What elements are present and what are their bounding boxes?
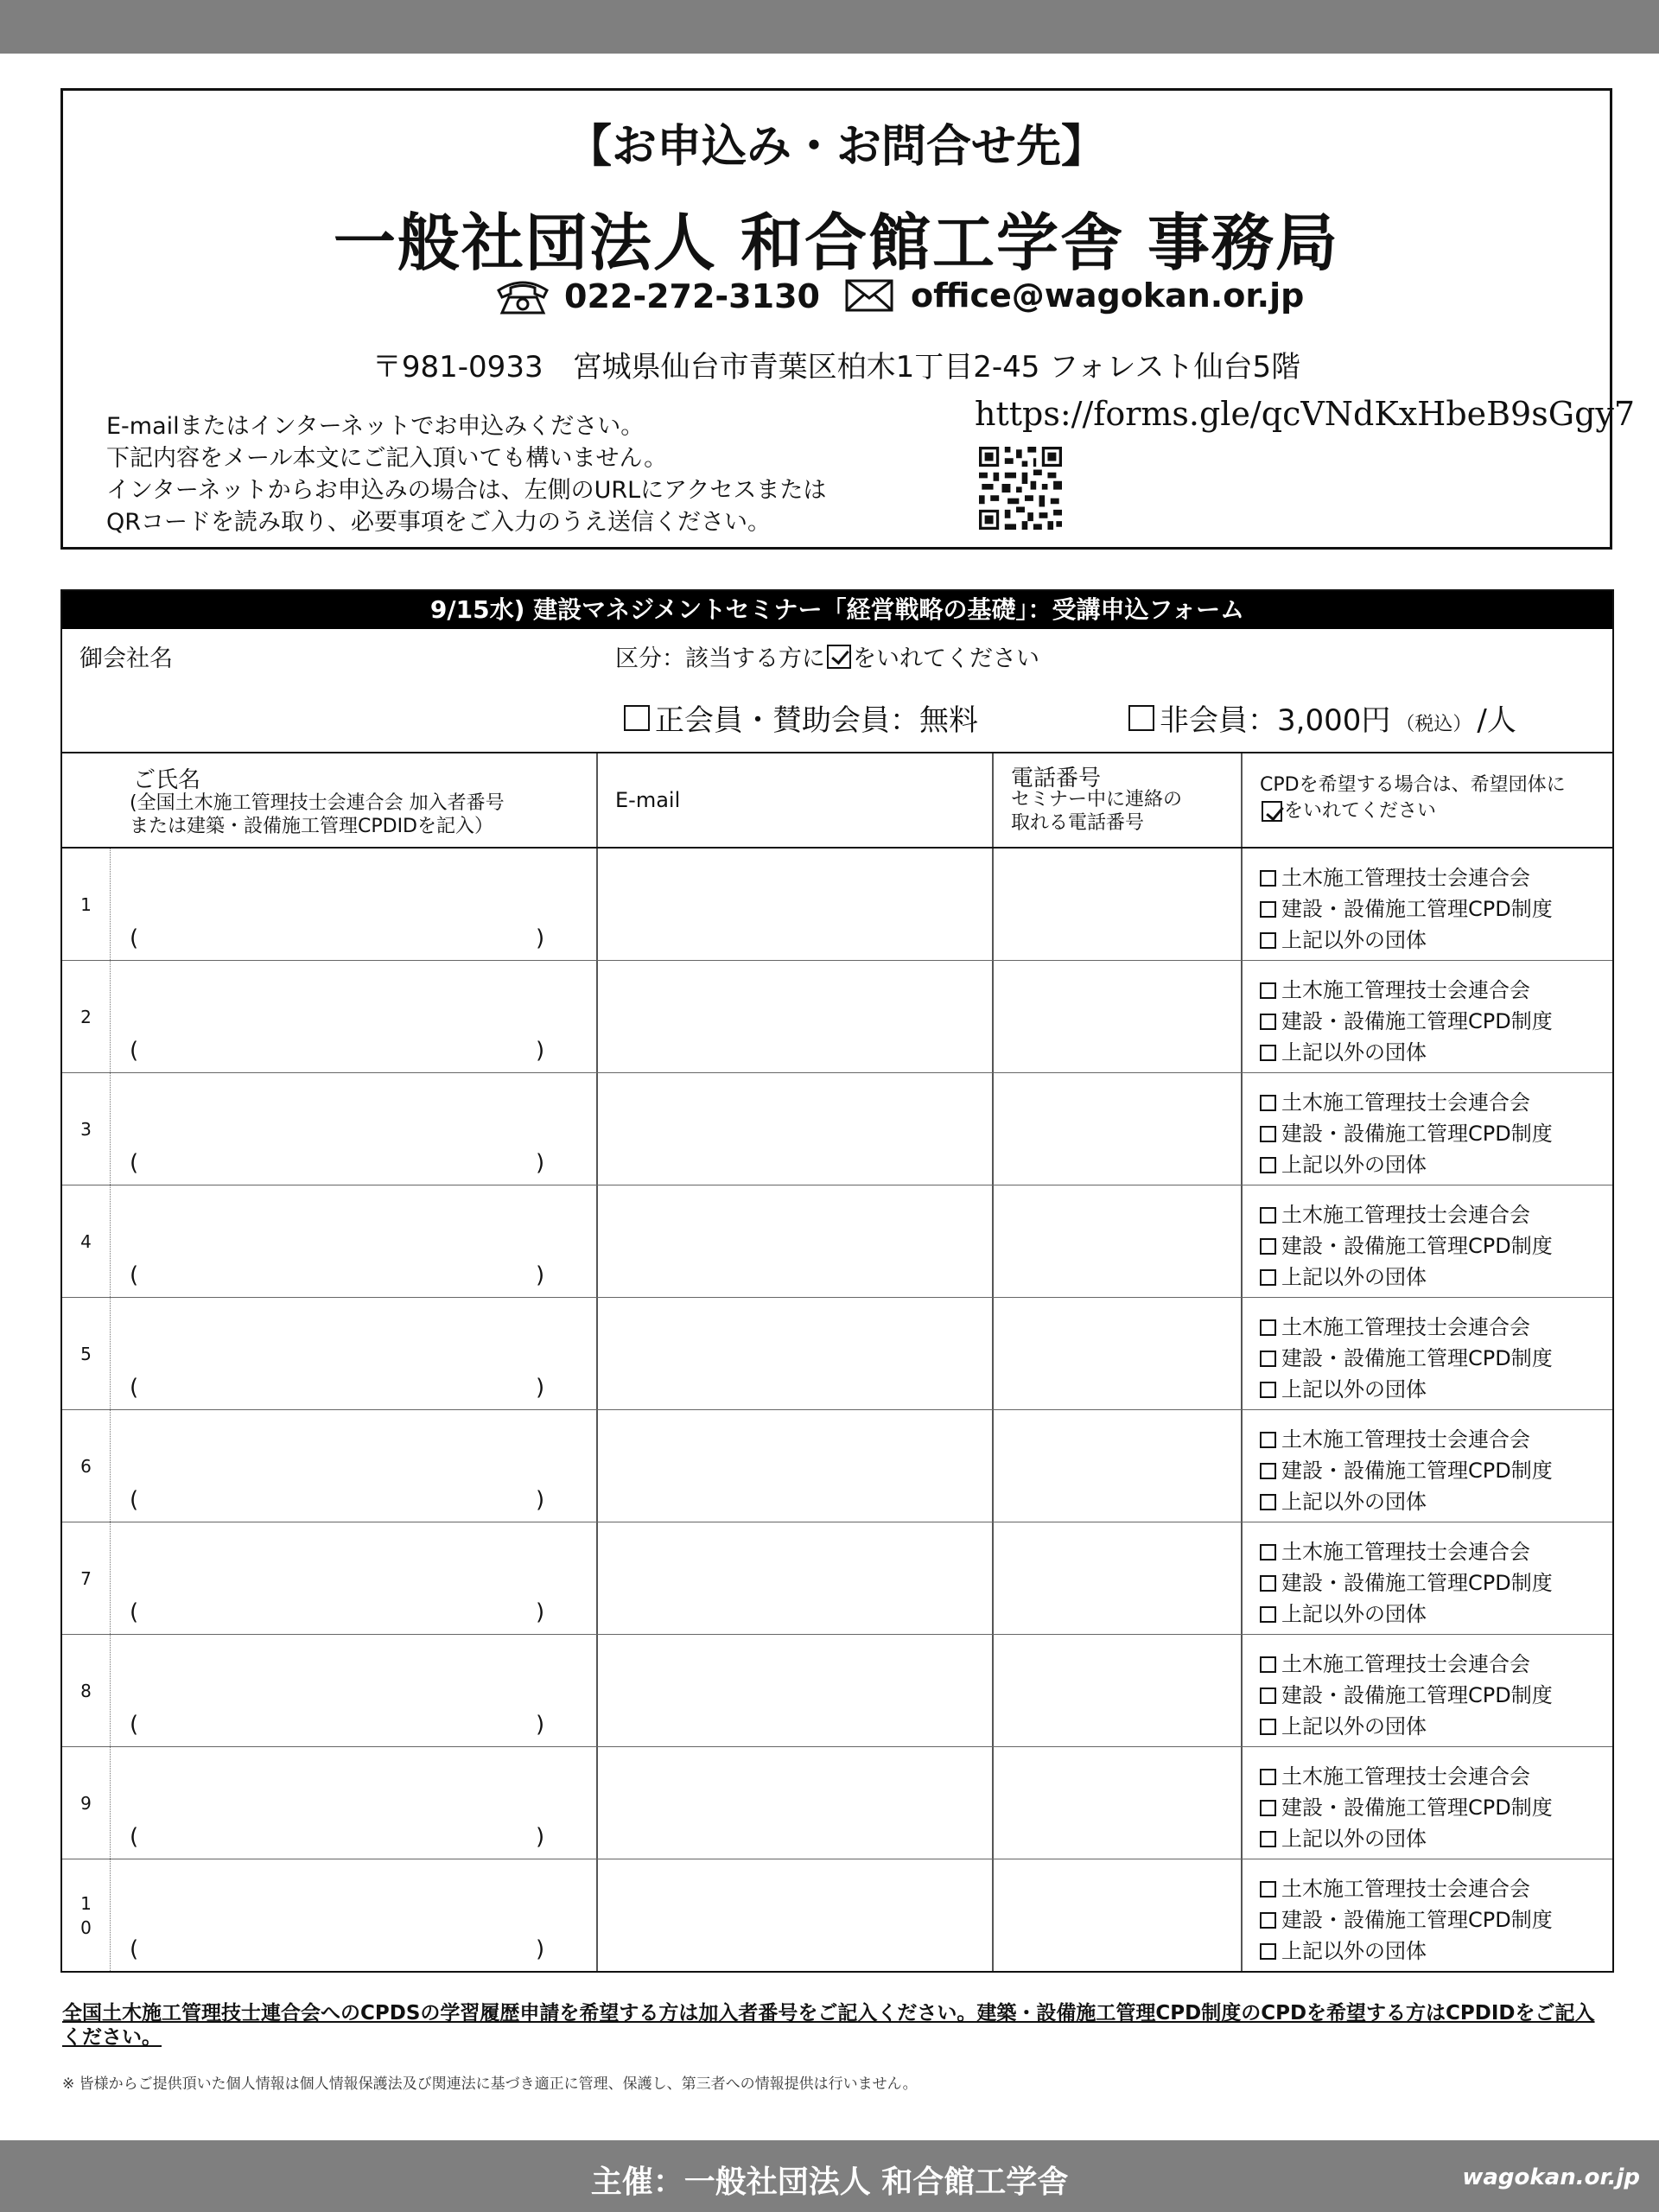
note-line: インターネットからお申込みの場合は、左側のURLにアクセスまたは bbox=[106, 477, 827, 504]
paren-open: ( bbox=[130, 1936, 139, 1962]
paren-open: ( bbox=[130, 1262, 139, 1288]
cpd-option[interactable] bbox=[1260, 1567, 1553, 1599]
paren-open: ( bbox=[130, 1150, 139, 1176]
checkbox-icon[interactable] bbox=[1260, 1656, 1276, 1673]
checkbox-icon[interactable] bbox=[1260, 1831, 1276, 1847]
company-name-label: 御会社名 bbox=[79, 645, 173, 672]
checkbox-icon[interactable] bbox=[1260, 932, 1276, 949]
table-row bbox=[62, 849, 1612, 961]
cpd-option[interactable] bbox=[1260, 1262, 1553, 1293]
tel-header bbox=[994, 753, 1243, 847]
cpd-option[interactable] bbox=[1260, 1006, 1553, 1037]
name-header-sub bbox=[130, 791, 505, 838]
cpd-option-label: 土木施工管理技士会連合会 bbox=[1281, 1203, 1530, 1227]
email-line bbox=[845, 276, 1304, 315]
paren-open: ( bbox=[130, 1599, 139, 1625]
cpd-option-label: 建設・設備施工管理CPD制度 bbox=[1281, 1009, 1553, 1033]
cpd-option-label: 上記以外の団体 bbox=[1281, 1153, 1427, 1177]
cpd-cell bbox=[1243, 961, 1612, 1072]
cpd-cell bbox=[1243, 1185, 1612, 1297]
checkbox-icon[interactable] bbox=[1260, 1014, 1276, 1030]
email-cell[interactable] bbox=[598, 1635, 994, 1746]
cpd-option[interactable] bbox=[1260, 1343, 1553, 1374]
cpd-option-label: 上記以外の団体 bbox=[1281, 1377, 1427, 1402]
name-cell[interactable] bbox=[62, 1747, 598, 1859]
row-number: 1 0 bbox=[62, 1859, 111, 1971]
member-option-label: 正会員・賛助会員：無料 bbox=[655, 703, 978, 738]
cpd-options bbox=[1260, 1536, 1553, 1630]
checked-box-icon bbox=[827, 645, 851, 669]
checkbox-icon[interactable] bbox=[1260, 1045, 1276, 1061]
name-cell[interactable] bbox=[62, 1185, 598, 1297]
checkbox-icon[interactable] bbox=[1128, 705, 1154, 731]
cpd-options bbox=[1260, 862, 1553, 956]
tel-cell[interactable] bbox=[994, 1298, 1243, 1409]
email-cell[interactable] bbox=[598, 1298, 994, 1409]
name-cell[interactable] bbox=[62, 1073, 598, 1185]
cpd-cell bbox=[1243, 849, 1612, 960]
paren-open: ( bbox=[130, 1487, 139, 1513]
cpd-cell bbox=[1243, 1747, 1612, 1859]
row-number: 3 bbox=[62, 1073, 111, 1185]
name-header-title: ご氏名 bbox=[133, 767, 201, 793]
table-row bbox=[62, 1859, 1612, 1971]
form-title: 9/15水) 建設マネジメントセミナー「経営戦略の基礎」：受講申込フォーム bbox=[62, 591, 1612, 629]
tel-header-sub bbox=[1011, 788, 1182, 835]
email-header-title: E-mail bbox=[615, 788, 681, 812]
paren-close: ) bbox=[536, 1038, 545, 1064]
cpd-cell bbox=[1243, 1410, 1612, 1522]
name-cell[interactable] bbox=[62, 1298, 598, 1409]
name-header-sub-line: または建築・設備施工管理CPDIDを記入） bbox=[130, 816, 493, 837]
row-number: 5 bbox=[62, 1298, 111, 1409]
checkbox-icon[interactable] bbox=[1260, 1494, 1276, 1510]
checkbox-icon[interactable] bbox=[1260, 1382, 1276, 1398]
table-row bbox=[62, 1298, 1612, 1410]
name-cell[interactable] bbox=[62, 1522, 598, 1634]
tel-cell[interactable] bbox=[994, 1635, 1243, 1746]
checkbox-icon[interactable] bbox=[1260, 1688, 1276, 1704]
checkbox-icon[interactable] bbox=[1260, 1719, 1276, 1735]
tel-cell[interactable] bbox=[994, 961, 1243, 1072]
table-row bbox=[62, 961, 1612, 1073]
checkbox-icon[interactable] bbox=[1260, 1544, 1276, 1560]
email-header bbox=[598, 753, 994, 847]
table-row bbox=[62, 1747, 1612, 1859]
checkbox-icon[interactable] bbox=[1260, 1095, 1276, 1111]
cpd-option-label: 土木施工管理技士会連合会 bbox=[1281, 1877, 1530, 1901]
checkbox-icon[interactable] bbox=[624, 705, 650, 731]
cpd-option-label: 上記以外の団体 bbox=[1281, 1040, 1427, 1065]
cpd-option-label: 上記以外の団体 bbox=[1281, 1602, 1427, 1626]
name-cell[interactable] bbox=[62, 1635, 598, 1746]
member-option[interactable] bbox=[619, 696, 978, 739]
paren-open: ( bbox=[130, 1712, 139, 1738]
name-cell[interactable] bbox=[62, 1859, 598, 1971]
cpd-option[interactable] bbox=[1260, 1904, 1553, 1936]
phone-number: 022-272-3130 bbox=[564, 277, 820, 315]
email-cell[interactable] bbox=[598, 1410, 994, 1522]
checkbox-icon[interactable] bbox=[1260, 1800, 1276, 1816]
cpd-cell bbox=[1243, 1298, 1612, 1409]
organization-name: 一般社団法人 和合館工学舎 事務局 bbox=[333, 207, 1340, 279]
cpd-option[interactable] bbox=[1260, 1599, 1553, 1630]
checkbox-icon[interactable] bbox=[1260, 1269, 1276, 1286]
nonmember-option-label: 非会員：3,000円 bbox=[1160, 703, 1391, 738]
email-cell[interactable] bbox=[598, 1747, 994, 1859]
checkbox-icon[interactable] bbox=[1260, 1126, 1276, 1142]
tel-cell[interactable] bbox=[994, 1747, 1243, 1859]
cpd-option-label: 土木施工管理技士会連合会 bbox=[1281, 866, 1530, 890]
email-cell[interactable] bbox=[598, 1073, 994, 1185]
table-row bbox=[62, 1073, 1612, 1185]
paren-open: ( bbox=[130, 1038, 139, 1064]
cpd-option-label: 建設・設備施工管理CPD制度 bbox=[1281, 1908, 1553, 1932]
row-number: 4 bbox=[62, 1185, 111, 1297]
row-number: 1 bbox=[62, 849, 111, 960]
paren-close: ) bbox=[536, 1375, 545, 1401]
contact-box bbox=[60, 88, 1636, 550]
paren-close: ) bbox=[536, 1487, 545, 1513]
row-number: 7 bbox=[62, 1522, 111, 1634]
cpd-option-label: 上記以外の団体 bbox=[1281, 1265, 1427, 1289]
checkbox-icon[interactable] bbox=[1260, 1575, 1276, 1592]
cpd-option-label: 建設・設備施工管理CPD制度 bbox=[1281, 1122, 1553, 1146]
paren-close: ) bbox=[536, 1262, 545, 1288]
cpd-options bbox=[1260, 975, 1553, 1068]
cpd-option-label: 建設・設備施工管理CPD制度 bbox=[1281, 1571, 1553, 1595]
cpd-options bbox=[1260, 1649, 1553, 1742]
checkbox-icon[interactable] bbox=[1260, 1881, 1276, 1897]
tel-cell[interactable] bbox=[994, 1073, 1243, 1185]
application-form bbox=[60, 589, 1614, 1973]
cpd-header-text bbox=[1260, 772, 1566, 824]
email-cell[interactable] bbox=[598, 1859, 994, 1971]
note-line: 下記内容をメール本文にご記入頂いても構いません。 bbox=[106, 445, 668, 472]
top-bar bbox=[0, 0, 1659, 54]
email-address[interactable]: office@wagokan.or.jp bbox=[911, 276, 1305, 315]
cpd-option[interactable] bbox=[1260, 1936, 1553, 1967]
paren-open: ( bbox=[130, 1824, 139, 1850]
cpd-option[interactable] bbox=[1260, 1118, 1553, 1149]
cpd-option-label: 土木施工管理技士会連合会 bbox=[1281, 1090, 1530, 1115]
cpd-option-label: 建設・設備施工管理CPD制度 bbox=[1281, 897, 1553, 921]
category-instruction bbox=[615, 639, 1039, 673]
name-cell[interactable] bbox=[62, 961, 598, 1072]
mail-icon bbox=[845, 279, 893, 312]
cpd-option-label: 上記以外の団体 bbox=[1281, 1714, 1427, 1738]
footer-url[interactable]: wagokan.or.jp bbox=[1462, 2164, 1640, 2190]
cpd-option-label: 土木施工管理技士会連合会 bbox=[1281, 1764, 1530, 1789]
checkbox-icon[interactable] bbox=[1260, 1238, 1276, 1255]
email-cell[interactable] bbox=[598, 961, 994, 1072]
cpd-option-label: 建設・設備施工管理CPD制度 bbox=[1281, 1796, 1553, 1820]
cpd-options bbox=[1260, 1424, 1553, 1517]
cpd-option-label: 上記以外の団体 bbox=[1281, 1939, 1427, 1963]
table-header bbox=[62, 753, 1612, 849]
cpd-option[interactable] bbox=[1260, 1792, 1553, 1823]
checkbox-icon[interactable] bbox=[1260, 1319, 1276, 1336]
cpd-options bbox=[1260, 1761, 1553, 1854]
applicant-rows bbox=[62, 849, 1612, 1971]
cpd-option[interactable] bbox=[1260, 1711, 1553, 1742]
tel-header-sub-line: 取れる電話番号 bbox=[1011, 812, 1145, 834]
cpd-options bbox=[1260, 1199, 1553, 1293]
cpd-option[interactable] bbox=[1260, 1680, 1553, 1711]
cpd-option[interactable] bbox=[1260, 1455, 1553, 1486]
paren-close: ) bbox=[536, 1712, 545, 1738]
table-row bbox=[62, 1185, 1612, 1298]
phone-icon bbox=[495, 276, 550, 316]
cpd-option-label: 建設・設備施工管理CPD制度 bbox=[1281, 1459, 1553, 1483]
paren-close: ) bbox=[536, 1824, 545, 1850]
table-row bbox=[62, 1522, 1612, 1635]
paren-open: ( bbox=[130, 1375, 139, 1401]
cpd-option[interactable] bbox=[1260, 1873, 1553, 1904]
row-number: 2 bbox=[62, 961, 111, 1072]
cpd-footnote: 全国土木施工管理技士連合会へのCPDSの学習履歴申請を希望する方は加入者番号をご記入ください。建築・設備施工管理CPD制度のCPDを希望する方はCPDIDをご記入ください。 bbox=[62, 2002, 1595, 2049]
tel-cell[interactable] bbox=[994, 1522, 1243, 1634]
form-url-link[interactable]: https://forms.gle/qcVNdKxHbeB9sGgy7 bbox=[975, 395, 1636, 433]
name-cell[interactable] bbox=[62, 1410, 598, 1522]
note-line: E-mailまたはインターネットでお申込みください。 bbox=[106, 413, 645, 440]
privacy-notice: ※ 皆様からご提供頂いた個人情報は個人情報保護法及び関連法に基づき適正に管理、保護し、第三者への情報提供は行いません。 bbox=[62, 2075, 918, 2093]
checkbox-icon[interactable] bbox=[1260, 870, 1276, 887]
cpd-header bbox=[1243, 753, 1612, 847]
cpd-options bbox=[1260, 1873, 1553, 1967]
email-cell[interactable] bbox=[598, 1522, 994, 1634]
paren-open: ( bbox=[130, 925, 139, 951]
tel-cell[interactable] bbox=[994, 849, 1243, 960]
checkbox-icon[interactable] bbox=[1260, 982, 1276, 999]
row-number: 6 bbox=[62, 1410, 111, 1522]
cpd-options bbox=[1260, 1087, 1553, 1180]
cpd-option[interactable] bbox=[1260, 1037, 1553, 1068]
name-cell[interactable] bbox=[62, 849, 598, 960]
paren-close: ) bbox=[536, 1599, 545, 1625]
cpd-option-label: 土木施工管理技士会連合会 bbox=[1281, 1427, 1530, 1452]
checkbox-icon[interactable] bbox=[1260, 1432, 1276, 1448]
category-suffix: をいれてください bbox=[853, 645, 1039, 672]
cpd-option-label: 土木施工管理技士会連合会 bbox=[1281, 1315, 1530, 1339]
cpd-option[interactable] bbox=[1260, 1649, 1553, 1680]
email-cell[interactable] bbox=[598, 849, 994, 960]
cpd-option-label: 土木施工管理技士会連合会 bbox=[1281, 1540, 1530, 1564]
row-number: 8 bbox=[62, 1635, 111, 1746]
application-instructions bbox=[106, 410, 826, 538]
cpd-option[interactable] bbox=[1260, 1149, 1553, 1180]
cpd-option-label: 上記以外の団体 bbox=[1281, 1490, 1427, 1514]
cpd-option[interactable] bbox=[1260, 893, 1553, 925]
cpd-option[interactable] bbox=[1260, 1087, 1553, 1118]
cpd-option[interactable] bbox=[1260, 1486, 1553, 1517]
cpd-option-label: 上記以外の団体 bbox=[1281, 928, 1427, 952]
paren-close: ) bbox=[536, 1150, 545, 1176]
cpd-option[interactable] bbox=[1260, 1536, 1553, 1567]
footer-bar bbox=[0, 2140, 1659, 2212]
tel-cell[interactable] bbox=[994, 1410, 1243, 1522]
postal-address: 〒981-0933 宮城県仙台市青葉区柏木1丁目2-45 フォレスト仙台5階 bbox=[372, 350, 1301, 385]
name-header bbox=[62, 753, 598, 847]
cpd-option[interactable] bbox=[1260, 1823, 1553, 1854]
cpd-cell bbox=[1243, 1073, 1612, 1185]
paren-close: ) bbox=[536, 1936, 545, 1962]
cpd-option-label: 上記以外の団体 bbox=[1281, 1827, 1427, 1851]
contact-heading: 【お申込み・お問合せ先】 bbox=[566, 121, 1106, 173]
checkbox-icon[interactable] bbox=[1260, 1207, 1276, 1224]
phone-line bbox=[495, 276, 820, 316]
cpd-header-line bbox=[1260, 798, 1566, 824]
table-row bbox=[62, 1410, 1612, 1522]
cpd-option[interactable] bbox=[1260, 1230, 1553, 1262]
cpd-cell bbox=[1243, 1522, 1612, 1634]
cpd-option[interactable] bbox=[1260, 925, 1553, 956]
cpd-option[interactable] bbox=[1260, 1374, 1553, 1405]
table-row bbox=[62, 1635, 1612, 1747]
name-header-sub-line: (全国土木施工管理技士会連合会 加入者番号 bbox=[130, 792, 505, 814]
cpd-option-label: 建設・設備施工管理CPD制度 bbox=[1281, 1683, 1553, 1707]
cpd-cell bbox=[1243, 1635, 1612, 1746]
cpd-header-line: CPDを希望する場合は、希望団体に bbox=[1260, 774, 1566, 796]
cpd-option[interactable] bbox=[1260, 1312, 1553, 1343]
checkbox-icon[interactable] bbox=[1260, 1769, 1276, 1785]
cpd-option-label: 土木施工管理技士会連合会 bbox=[1281, 1652, 1530, 1676]
checkbox-icon[interactable] bbox=[1260, 1157, 1276, 1173]
cpd-option[interactable] bbox=[1260, 1424, 1553, 1455]
cpd-option[interactable] bbox=[1260, 862, 1553, 893]
checkbox-icon[interactable] bbox=[1260, 901, 1276, 918]
row-number: 9 bbox=[62, 1747, 111, 1859]
checkbox-icon[interactable] bbox=[1260, 1351, 1276, 1367]
note-line: QRコードを読み取り、必要事項をご入力のうえ送信ください。 bbox=[106, 509, 772, 536]
email-cell[interactable] bbox=[598, 1185, 994, 1297]
cpd-header-suffix: をいれてください bbox=[1284, 800, 1437, 822]
per-person: /人 bbox=[1477, 703, 1516, 738]
cpd-option-label: 土木施工管理技士会連合会 bbox=[1281, 978, 1530, 1002]
checked-box-icon bbox=[1262, 801, 1282, 822]
tel-cell[interactable] bbox=[994, 1859, 1243, 1971]
checkbox-icon[interactable] bbox=[1260, 1912, 1276, 1929]
checkbox-icon[interactable] bbox=[1260, 1606, 1276, 1623]
category-prefix: 区分：該当する方に bbox=[615, 645, 825, 672]
cpd-options bbox=[1260, 1312, 1553, 1405]
tel-cell[interactable] bbox=[994, 1185, 1243, 1297]
cpd-option[interactable] bbox=[1260, 975, 1553, 1006]
qr-code-icon[interactable] bbox=[979, 447, 1062, 530]
paren-close: ) bbox=[536, 925, 545, 951]
organizer-label: 主催：一般社団法人 和合館工学舎 bbox=[590, 2164, 1069, 2200]
tax-note: （税込） bbox=[1395, 714, 1472, 735]
company-section bbox=[62, 629, 1612, 753]
cpd-option[interactable] bbox=[1260, 1199, 1553, 1230]
cpd-option-label: 建設・設備施工管理CPD制度 bbox=[1281, 1346, 1553, 1370]
tel-header-sub-line: セミナー中に連絡の bbox=[1011, 789, 1183, 810]
cpd-cell bbox=[1243, 1859, 1612, 1971]
checkbox-icon[interactable] bbox=[1260, 1463, 1276, 1479]
cpd-option-label: 建設・設備施工管理CPD制度 bbox=[1281, 1234, 1553, 1258]
tel-header-title: 電話番号 bbox=[1011, 766, 1102, 791]
checkbox-icon[interactable] bbox=[1260, 1943, 1276, 1960]
nonmember-option[interactable] bbox=[1123, 696, 1516, 739]
cpd-option[interactable] bbox=[1260, 1761, 1553, 1792]
